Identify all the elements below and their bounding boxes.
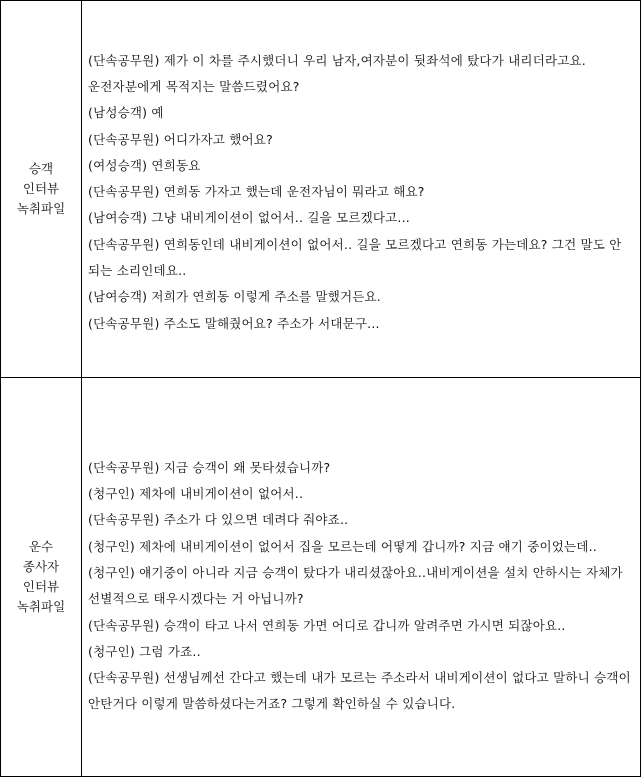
transcript-line: (청구인) 제차에 내비게이션이 없어서.. [88,486,304,502]
transcript-line: (남성승객) 예 [88,105,164,121]
transcript-line: (단속공무원) 제가 이 차를 주시했더니 우리 남자,여자분이 뒷좌석에 탔다가 내리더라고요. 운전자분에게 목적지는 말씀드렸어요? [88,52,586,94]
passenger-interview-transcript [82,1,641,378]
transcript-line: (청구인) 제차에 내비게이션이 없어서 집을 모르는데 어떻게 갑니까? 지금 얘기 중이었는데.. [88,538,597,554]
label-line: 인터뷰 [22,579,60,595]
driver-interview-row [1,378,641,777]
label-line: 인터뷰 [22,181,60,197]
label-line: 녹취파일 [16,599,66,615]
transcript-line: (단속공무원) 승객이 타고 나서 연희동 가면 어디로 갑니까 알려주면 가시면 되잖아요.. [88,617,566,633]
transcript-line: (여성승객) 연희동요 [88,157,201,173]
transcript-line: (단속공무원) 어디가자고 했어요? [88,131,273,147]
transcript-line: (남여승객) 저희가 연희동 이렇게 주소를 말했거든요. [88,289,381,305]
driver-interview-transcript [82,378,641,777]
transcript-line: (단속공무원) 연희동인데 내비게이션이 없어서.. 길을 모르겠다고 연희동 가는데요? 그건 말도 안 되는 소리인데요.. [88,236,622,278]
label-line: 운수 [28,539,54,555]
transcript-line: (청구인) 그럼 가죠.. [88,643,201,659]
transcript-line: (단속공무원) 주소가 다 있으면 데려다 줘야죠.. [88,512,349,528]
label-line: 종사자 [22,559,60,575]
passenger-interview-row [1,1,641,378]
label-line: 승객 [28,161,54,177]
transcript-line: (남여승객) 그냥 내비게이션이 없어서.. 길을 모르겠다고... [88,210,410,226]
driver-interview-label [1,378,82,777]
transcript-line: (단속공무원) 지금 승객이 왜 못타셨습니까? [88,459,331,475]
transcript-line: (단속공무원) 연희동 가자고 했는데 운전자님이 뭐라고 해요? [88,184,425,200]
transcript-line: (청구인) 얘기중이 아니라 지금 승객이 탔다가 내리셨잖아요..내비게이션을 설치 안하시는 자체가 선별적으로 태우시겠다는 거 아닙니까? [88,564,623,607]
transcript-line: (단속공무원) 주소도 말해줬어요? 주소가 서대문구... [88,315,380,331]
label-line: 녹취파일 [16,201,66,217]
transcript-line: (단속공무원) 선생님께선 간다고 했는데 내가 모르는 주소라서 내비게이션이 없다고 말하니 승객이 안탄거다 이렇게 말씀하셨다는거죠? 그렇게 확인하실 수 있습니다. [88,670,631,712]
passenger-interview-label [1,1,82,378]
